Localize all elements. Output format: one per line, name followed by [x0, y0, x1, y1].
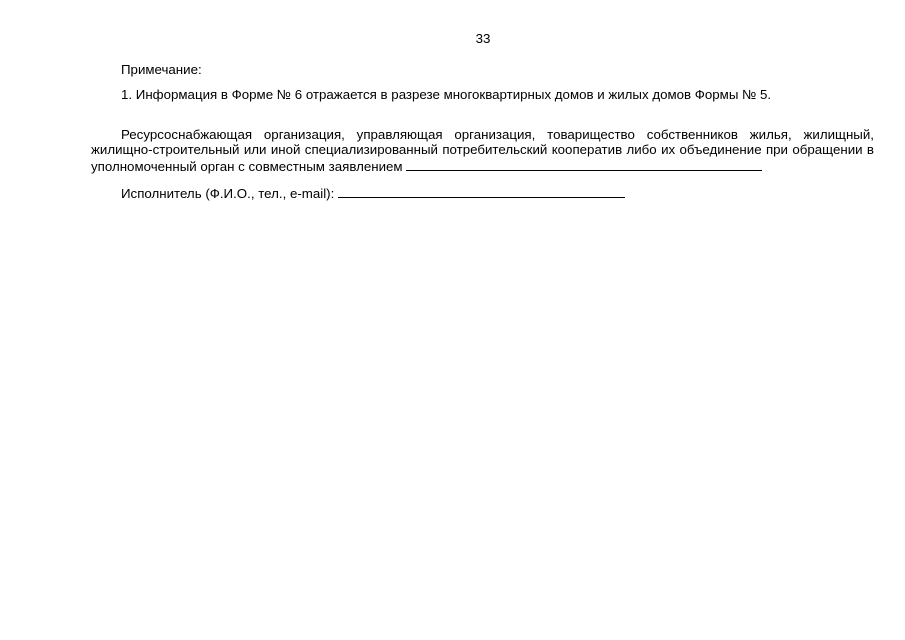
page-number: 33: [475, 31, 491, 46]
executor-line: [121, 185, 625, 201]
executor-blank-line: [338, 185, 625, 198]
note-title: Примечание:: [121, 62, 202, 77]
statement-paragraph: [91, 127, 874, 174]
executor-label: Исполнитель (Ф.И.О., тел., e-mail):: [121, 186, 335, 201]
statement-text: Ресурсоснабжающая организация, управляющая организация, товарищество собственников жилья, жилищный, жилищно-строительный или иной специализированный потребительский кооператив либо их объединение при обращении в уполномоченный орган с совместным заявлением: [91, 127, 874, 174]
statement-blank-line: [406, 158, 762, 171]
note-item-1: 1. Информация в Форме № 6 отражается в разрезе многоквартирных домов и жилых домов Формы № 5.: [121, 87, 772, 102]
